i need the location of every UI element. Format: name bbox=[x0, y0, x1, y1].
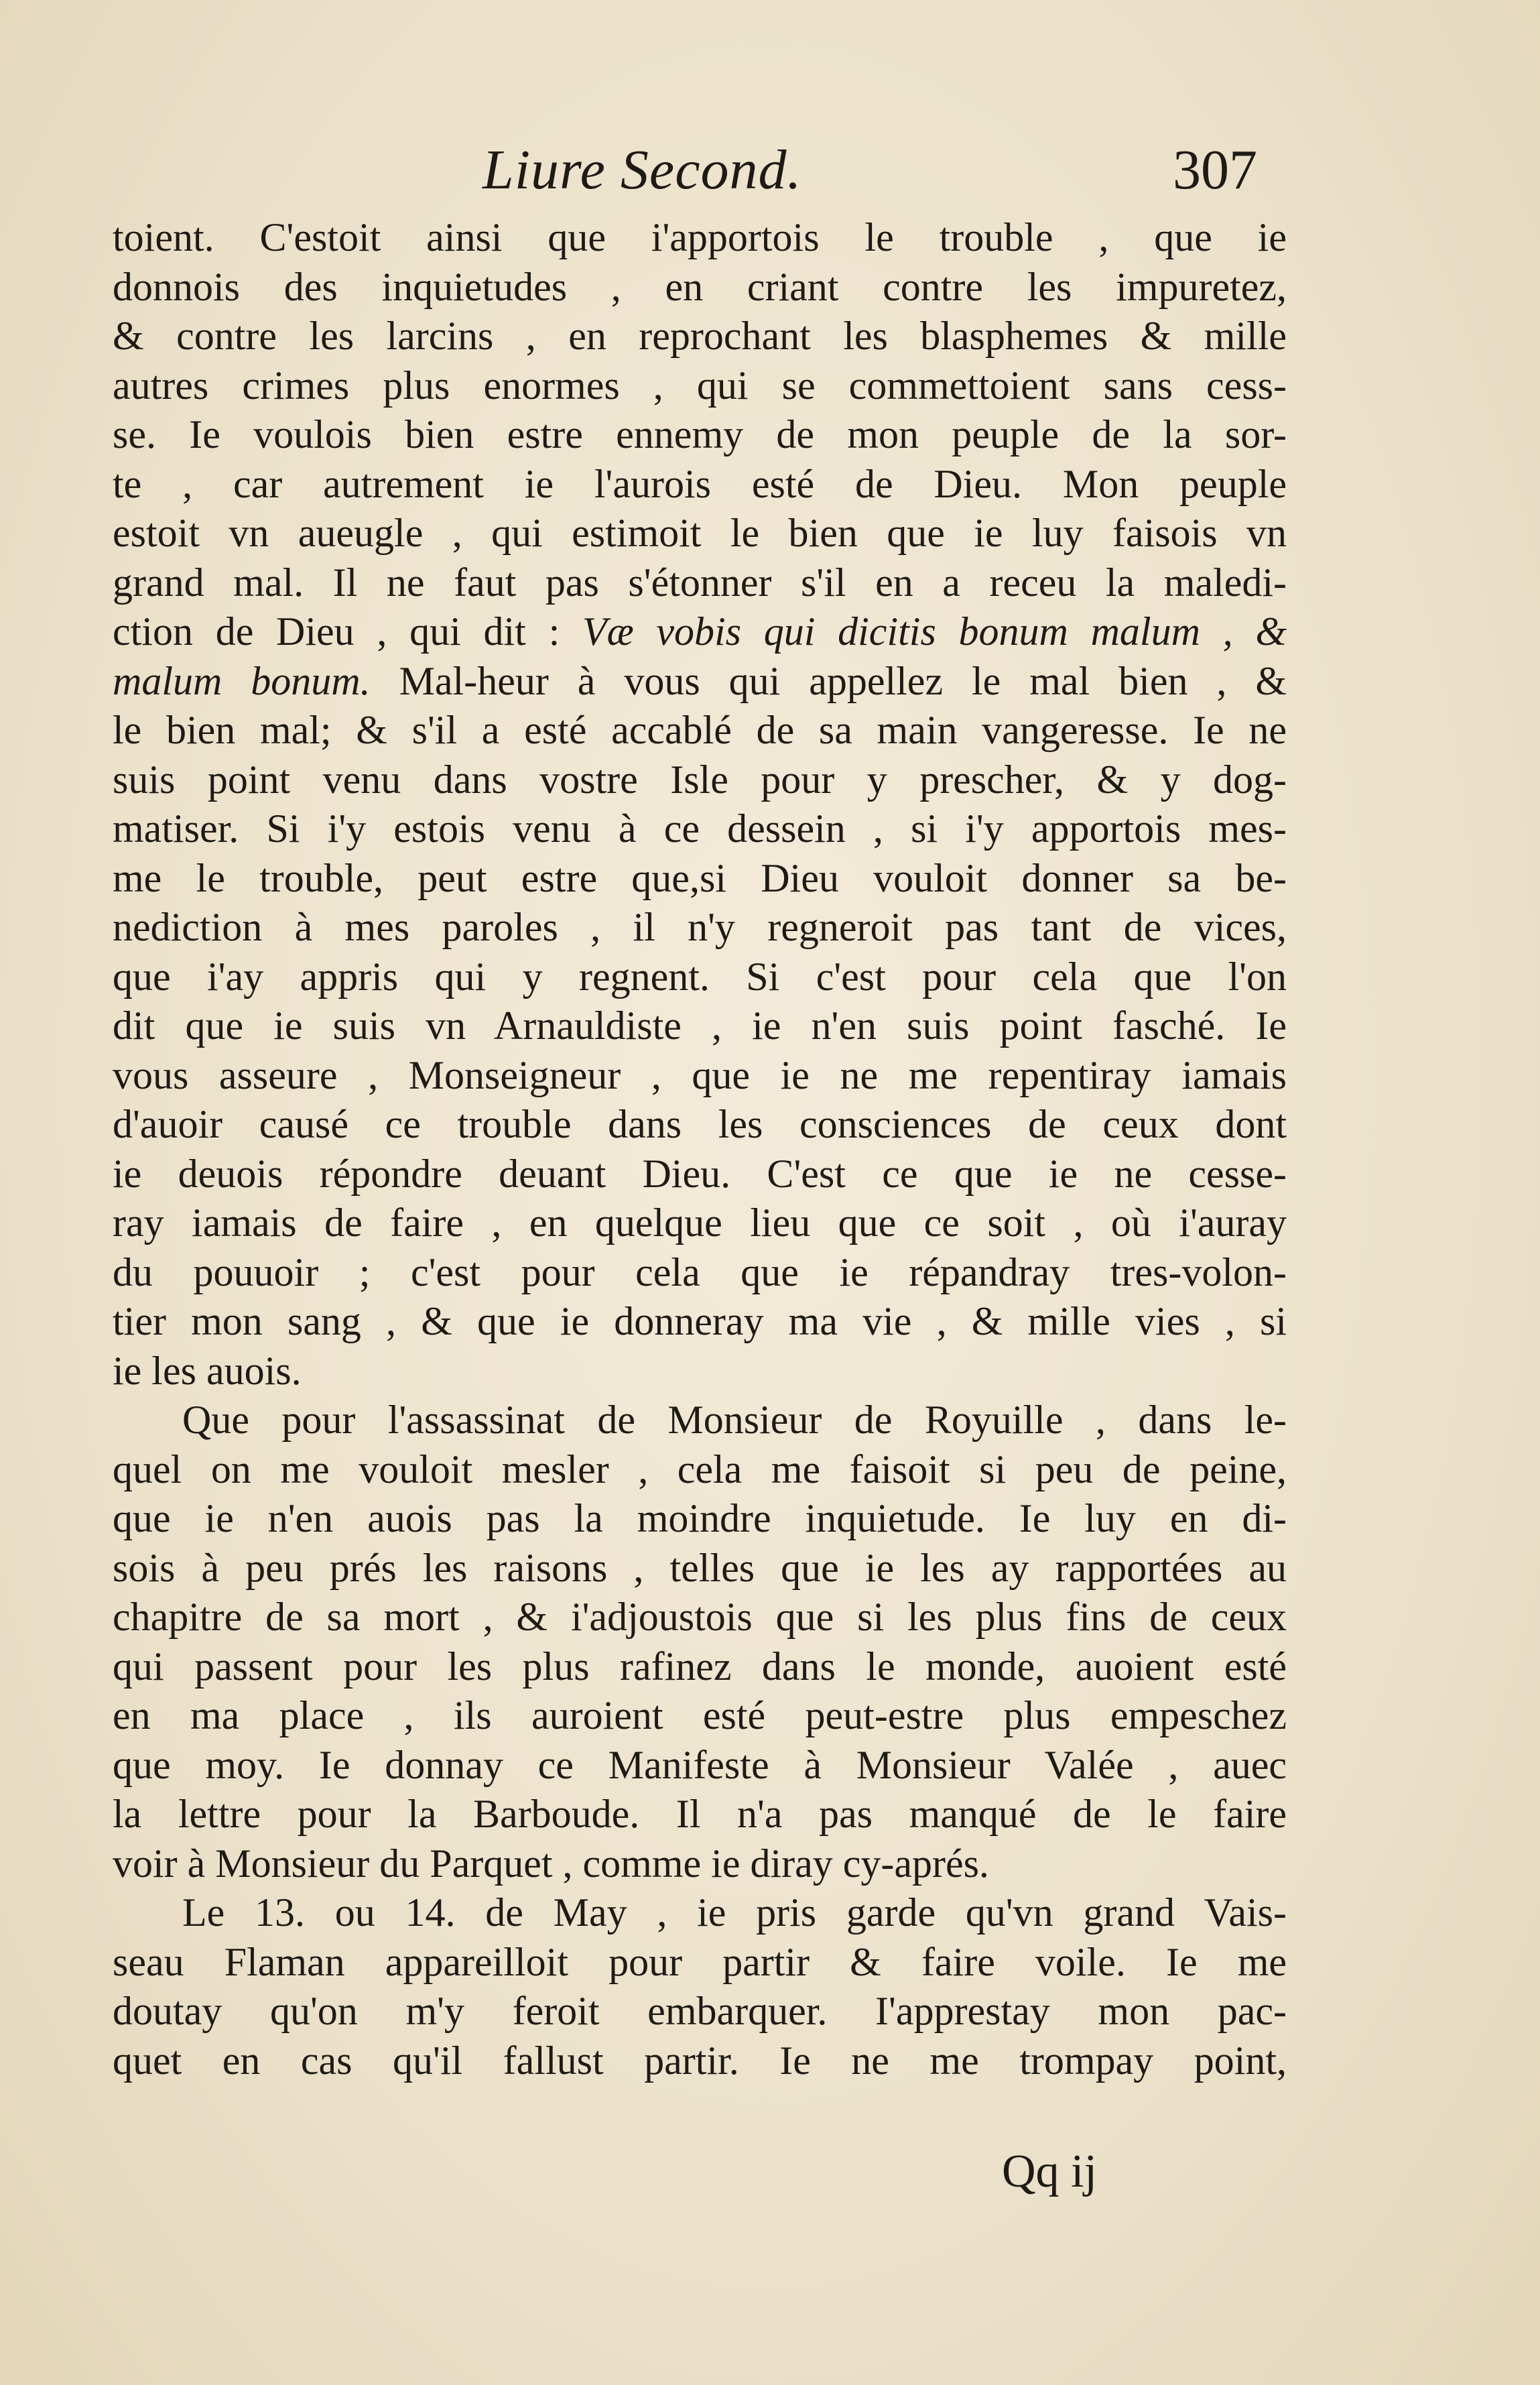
text-line: ray iamais de faire , en quelque lieu que ce soit , où i'auray bbox=[113, 1201, 1287, 1245]
text-line-with-quote bbox=[113, 607, 1287, 657]
text-line: en ma place , ils auroient esté peut-estre plus empeschez bbox=[113, 1693, 1287, 1737]
text-line: donnois des inquietudes , en criant contre les impuretez, bbox=[113, 264, 1287, 309]
text-line: que moy. Ie donnay ce Manifeste à Monsieur Valée , auec bbox=[113, 1742, 1287, 1787]
translation-text: Mal-heur à vous qui appellez le mal bien , & bbox=[399, 658, 1287, 703]
text-line: sois à peu prés les raisons , telles que ie les ay rapportées au bbox=[113, 1545, 1287, 1590]
text-line: quet en cas qu'il fallust partir. Ie ne me trompay point, bbox=[113, 2038, 1287, 2083]
text-line: dit que ie suis vn Arnauldiste , ie n'en suis point fasché. Ie bbox=[113, 1003, 1287, 1048]
body-text bbox=[113, 213, 1287, 2085]
text-line: se. Ie voulois bien estre ennemy de mon peuple de la sor- bbox=[113, 412, 1287, 456]
text-line: du pouuoir ; c'est pour cela que ie répandray tres-volon- bbox=[113, 1249, 1287, 1294]
paragraph-end-line: voir à Monsieur du Parquet , comme ie diray cy-aprés. bbox=[113, 1841, 989, 1886]
text-line: vous asseure , Monseigneur , que ie ne me repentiray iamais bbox=[113, 1052, 1287, 1097]
paragraph-end-line: ie les auois. bbox=[113, 1348, 302, 1393]
text-line: suis point venu dans vostre Isle pour y prescher, & y dog- bbox=[113, 757, 1287, 802]
running-title: Liure Second. bbox=[483, 139, 802, 201]
latin-quote-end: malum bonum. bbox=[113, 658, 371, 703]
latin-quote: Væ vobis qui dicitis bonum malum , & bbox=[582, 609, 1287, 654]
text-line: matiser. Si i'y estois venu à ce dessein , si i'y apportois mes- bbox=[113, 806, 1287, 851]
text-line: d'auoir causé ce trouble dans les consciences de ceux dont bbox=[113, 1102, 1287, 1146]
text-line: & contre les larcins , en reprochant les blasphemes & mille bbox=[113, 314, 1287, 358]
text-line: chapitre de sa mort , & i'adjoustois que si les plus fins de ceux bbox=[113, 1595, 1287, 1639]
text-line: doutay qu'on m'y feroit embarquer. I'apprestay mon pac- bbox=[113, 1989, 1287, 2033]
paragraph-start-line: Le 13. ou 14. de May , ie pris garde qu'vn grand Vais- bbox=[182, 1890, 1287, 1935]
page-number: 307 bbox=[1173, 139, 1257, 201]
text-line: quel on me vouloit mesler , cela me faisoit si peu de peine, bbox=[113, 1447, 1287, 1491]
text-line: estoit vn aueugle , qui estimoit le bien que ie luy faisois vn bbox=[113, 511, 1287, 555]
text-line: nediction à mes paroles , il n'y regneroit pas tant de vices, bbox=[113, 905, 1287, 949]
text-line: la lettre pour la Barboude. Il n'a pas manqué de le faire bbox=[113, 1792, 1287, 1836]
text-line: autres crimes plus enormes , qui se commettoient sans cess- bbox=[113, 363, 1287, 408]
text-line: te , car autrement ie l'aurois esté de Dieu. Mon peuple bbox=[113, 461, 1287, 506]
paragraph-start-line: Que pour l'assassinat de Monsieur de Royuille , dans le- bbox=[182, 1398, 1287, 1442]
text-line: grand mal. Il ne faut pas s'étonner s'il en a receu la maledi- bbox=[113, 560, 1287, 605]
text-line: seau Flaman appareilloit pour partir & faire voile. Ie me bbox=[113, 1939, 1287, 1984]
text-line: le bien mal; & s'il a esté accablé de sa main vangeresse. Ie ne bbox=[113, 708, 1287, 752]
text-line-with-quote bbox=[113, 657, 1287, 707]
text-line: toient. C'estoit ainsi que i'apportois le trouble , que ie bbox=[113, 215, 1287, 259]
text-line-start: ction de Dieu , qui dit : bbox=[113, 609, 560, 654]
text-line: qui passent pour les plus rafinez dans le monde, auoient esté bbox=[113, 1644, 1287, 1689]
text-line: que i'ay appris qui y regnent. Si c'est pour cela que l'on bbox=[113, 954, 1287, 999]
text-line: me le trouble, peut estre que,si Dieu vouloit donner sa be- bbox=[113, 855, 1287, 900]
text-line: que ie n'en auois pas la moindre inquietude. Ie luy en di- bbox=[113, 1496, 1287, 1540]
text-line: tier mon sang , & que ie donneray ma vie , & mille vies , si bbox=[113, 1299, 1287, 1343]
text-line: ie deuois répondre deuant Dieu. C'est ce que ie ne cesse- bbox=[113, 1151, 1287, 1196]
signature-mark: Qq ij bbox=[1002, 2146, 1097, 2197]
running-head bbox=[0, 137, 1540, 211]
